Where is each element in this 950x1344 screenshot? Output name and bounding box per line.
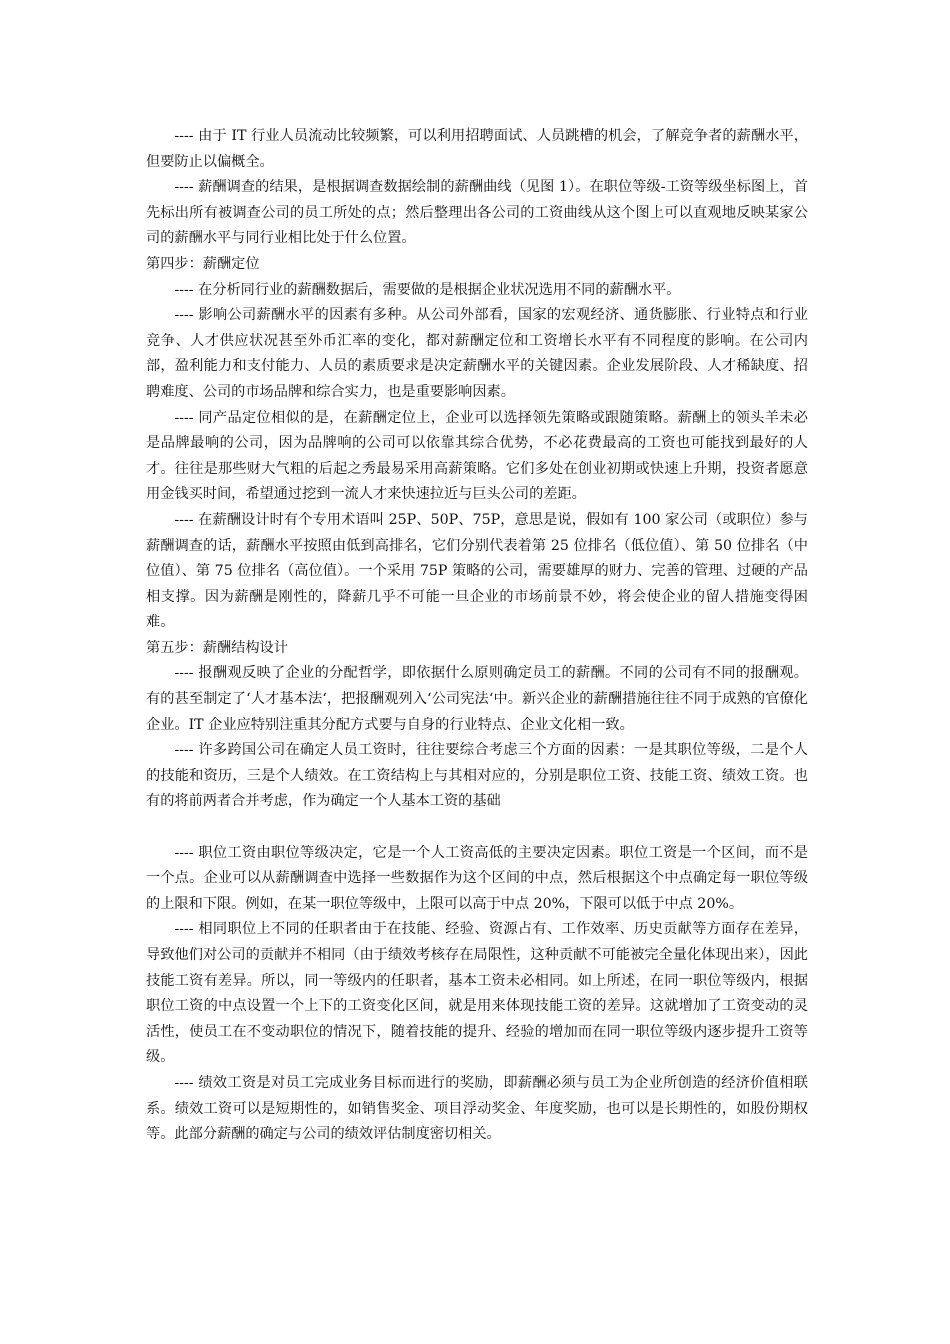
paragraph-percentile-terms: ---- 在薪酬设计时有个专用术语叫 25P、50P、75P，意思是说，假如有 100 家公司（或职位）参与薪酬调查的话，薪酬水平按照由低到高排名，它们分别代表着第 25 位排名（低位值）、第 50 位排名（中位值）、第 75 位排名（高位值）。一个采用 75P 策略的公司，需要雄厚的财力、完善的管理、过硬的产品相支撑。因为薪酬是刚性的，降薪几乎不可能一旦企业的市场前景不妙，将会使企业的留人措施变得困难。	[146, 511, 808, 631]
paragraph-position-pay: ---- 职位工资由职位等级决定，它是一个人工资高低的主要决定因素。职位工资是一个区间，而不是一个点。企业可以从薪酬调查中选择一些数据作为这个区间的中点，然后根据这个中点确定每一职位等级的上限和下限。例如，在某一职位等级中，上限可以高于中点 20%，下限可以低于中点 20%。	[146, 844, 808, 912]
paragraph-skill-pay: ---- 相同职位上不同的任职者由于在技能、经验、资源占有、工作效率、历史贡献等方面存在差异，导致他们对公司的贡献并不相同（由于绩效考核存在局限性，这种贡献不可能被完全量化体现出来），因此技能工资有差异。所以，同一等级内的任职者，基本工资未必相同。如上所述，在同一职位等级内，根据职位工资的中点设置一个上下的工资变化区间，就是用来体现技能工资的差异。这就增加了工资变动的灵活性，使员工在不变动职位的情况下，随着技能的提升、经验的增加而在同一职位等级内逐步提升工资等级。	[146, 921, 808, 1066]
paragraph-competitor-salary: ---- 由于 IT 行业人员流动比较频繁，可以利用招聘面试、人员跳槽的机会，了解竞争者的薪酬水平，但要防止以偏概全。	[146, 128, 808, 170]
paragraph-choose-level: ---- 在分析同行业的薪酬数据后，需要做的是根据企业状况选用不同的薪酬水平。	[174, 281, 681, 298]
heading-step-four: 第四步：薪酬定位	[146, 255, 260, 272]
paragraph-positioning-strategy: ---- 同产品定位相似的是，在薪酬定位上，企业可以选择领先策略或跟随策略。薪酬上的领头羊未必是品牌最响的公司，因为品牌响的公司可以依靠其综合优势，不必花费最高的工资也可能找到最好的人才。往往是那些财大气粗的后起之秀最易采用高薪策略。它们多处在创业初期或快速上升期，投资者愿意用金钱买时间，希望通过挖到一流人才来快速拉近与巨头公司的差距。	[146, 409, 808, 503]
heading-step-five: 第五步：薪酬结构设计	[146, 639, 288, 656]
blank-line	[146, 815, 808, 841]
paragraph-salary-curve: ---- 薪酬调查的结果，是根据调查数据绘制的薪酬曲线（见图 1）。在职位等级-工资等级坐标图上，首先标出所有被调查公司的员工所处的点；然后整理出各公司的工资曲线从这个图上可以直观地反映某家公司的薪酬水平与同行业相比处于什么位置。	[146, 179, 808, 247]
paragraph-performance-pay: ---- 绩效工资是对员工完成业务目标而进行的奖励，即薪酬必须与员工为企业所创造的经济价值相联系。绩效工资可以是短期性的，如销售奖金、项目浮动奖金、年度奖励，也可以是长期性的，如股份期权等。此部分薪酬的确定与公司的绩效评估制度密切相关。	[146, 1074, 808, 1143]
document-body	[146, 124, 808, 1148]
paragraph-influencing-factors: ---- 影响公司薪酬水平的因素有多种。从公司外部看，国家的宏观经济、通货膨胀、行业特点和行业竞争、人才供应状况甚至外币汇率的变化，都对薪酬定位和工资增长水平有不同程度的影响。在公司内部，盈利能力和支付能力、人员的素质要求是决定薪酬水平的关键因素。企业发展阶段、人才稀缺度、招聘难度、公司的市场品牌和综合实力，也是重要影响因素。	[146, 307, 808, 400]
paragraph-three-factors: ---- 许多跨国公司在确定人员工资时，往往要综合考虑三个方面的因素：一是其职位等级，二是个人的技能和资历，三是个人绩效。在工资结构上与其相对应的，分别是职位工资、技能工资、绩效工资。也有的将前两者合并考虑，作为确定一个人基本工资的基础	[146, 742, 808, 810]
paragraph-pay-philosophy: ---- 报酬观反映了企业的分配哲学，即依据什么原则确定员工的薪酬。不同的公司有不同的报酬观。有的甚至制定了‘人才基本法‘，把报酬观列入‘公司宪法‘中。新兴企业的薪酬措施往往不同于成熟的官僚化企业。IT 企业应特别注重其分配方式要与自身的行业特点、企业文化相一致。	[146, 665, 808, 733]
